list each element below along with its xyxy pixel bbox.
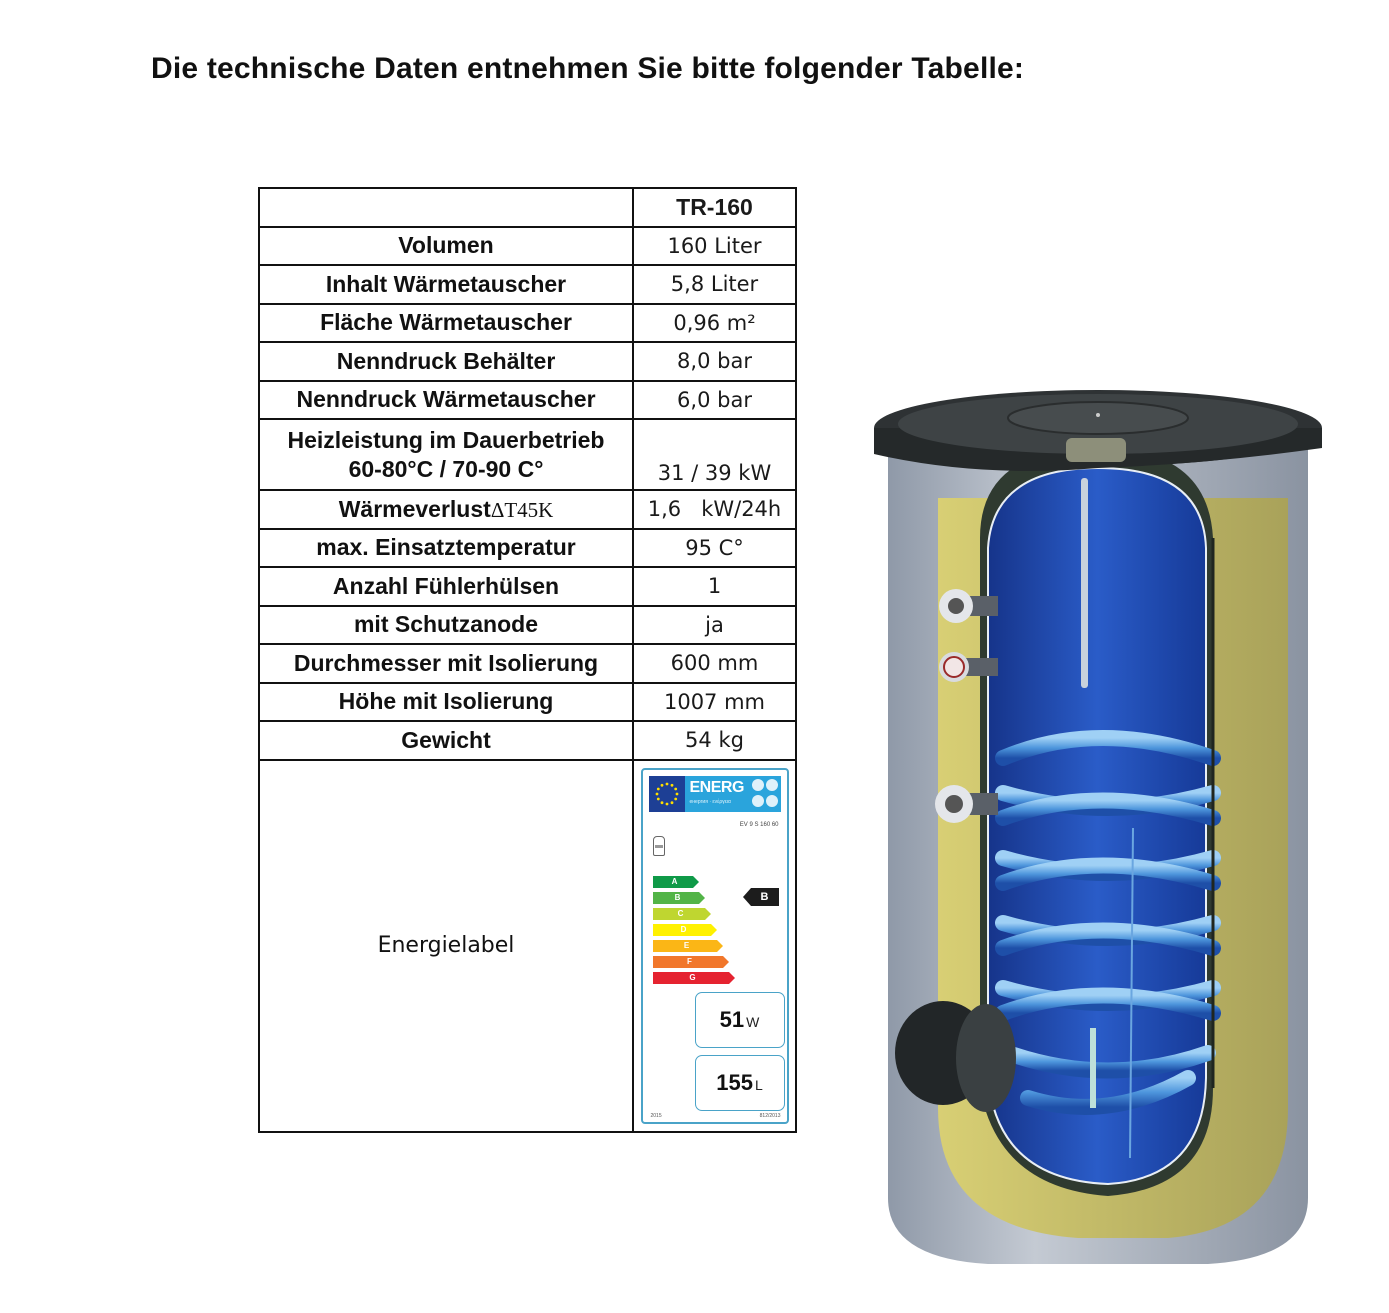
row-label: Inhalt Wärmetauscher <box>259 265 633 304</box>
energy-label-model-code: EV 9 S 160 60 <box>739 821 779 828</box>
row-value: 54 kg <box>633 721 796 760</box>
energy-label-title-block <box>685 776 781 812</box>
spec-table <box>258 187 797 1133</box>
energy-label-regulation: 812/2013 <box>759 1112 781 1119</box>
table-row <box>259 567 796 606</box>
eu-flag-icon <box>649 776 685 812</box>
efficiency-class-g: G <box>653 972 729 984</box>
heat-loss-unit: W <box>746 1013 760 1030</box>
energy-label-row <box>259 760 796 1132</box>
table-row <box>259 342 796 381</box>
row-label: Anzahl Fühlerhülsen <box>259 567 633 606</box>
energy-label-header <box>649 776 781 812</box>
table-row <box>259 490 796 529</box>
row-label: Nenndruck Behälter <box>259 342 633 381</box>
efficiency-class-d: D <box>653 924 711 936</box>
row-label-line1: Heizleistung im Dauerbetrieb <box>287 426 605 453</box>
table-row <box>259 265 796 304</box>
table-row <box>259 529 796 568</box>
row-value: 1 <box>633 567 796 606</box>
row-label: Fläche Wärmetauscher <box>259 304 633 343</box>
efficiency-class-b: B <box>653 892 699 904</box>
energy-label-year: 2015 <box>650 1112 662 1119</box>
row-value: 6,0 bar <box>633 381 796 420</box>
energy-label-subtitle: енергия · ενέργεια <box>689 798 731 805</box>
language-dots-icon <box>752 779 778 809</box>
row-value: 1007 mm <box>633 683 796 722</box>
volume-unit: L <box>754 1076 763 1093</box>
table-row <box>259 721 796 760</box>
row-label-suffix: ΔT45K <box>490 497 554 522</box>
energy-label-title: ENERG <box>689 778 744 796</box>
energy-label-caption: Energielabel <box>259 760 633 1132</box>
row-value: 600 mm <box>633 644 796 683</box>
row-label <box>259 490 633 529</box>
efficiency-class-a: A <box>653 876 693 888</box>
model-name: TR-160 <box>633 188 796 227</box>
row-label: Nenndruck Wärmetauscher <box>259 381 633 420</box>
row-label: Volumen <box>259 227 633 266</box>
table-row <box>259 304 796 343</box>
efficiency-class-e: E <box>653 940 717 952</box>
table-header-row <box>259 188 796 227</box>
efficiency-rating-arrow: B <box>751 888 779 906</box>
row-value: ja <box>633 606 796 645</box>
row-label-line2: 60-80°C / 70-90 C° <box>348 455 544 482</box>
row-value: 0,96 m² <box>633 304 796 343</box>
efficiency-class-f: F <box>653 956 723 968</box>
efficiency-class-c: C <box>653 908 705 920</box>
row-label: Höhe mit Isolierung <box>259 683 633 722</box>
row-label: mit Schutzanode <box>259 606 633 645</box>
row-value: 31 / 39 kW <box>633 419 796 490</box>
volume-box <box>695 1055 785 1111</box>
row-value: 1,6 kW/24h <box>633 490 796 529</box>
row-label-text: Wärmeverlust <box>338 495 491 522</box>
row-label: Durchmesser mit Isolierung <box>259 644 633 683</box>
header-empty-cell <box>259 188 633 227</box>
row-value: 160 Liter <box>633 227 796 266</box>
water-tank-cutaway-image <box>868 388 1328 1268</box>
energy-label <box>641 768 789 1124</box>
row-value: 5,8 Liter <box>633 265 796 304</box>
row-value: 95 C° <box>633 529 796 568</box>
efficiency-scale <box>653 876 729 988</box>
table-row <box>259 606 796 645</box>
table-row <box>259 227 796 266</box>
table-row <box>259 683 796 722</box>
volume-value: 155 <box>716 1069 753 1095</box>
table-row <box>259 419 796 490</box>
row-value: 8,0 bar <box>633 342 796 381</box>
table-row <box>259 644 796 683</box>
water-tank-icon <box>653 836 665 856</box>
page-heading: Die technische Daten entnehmen Sie bitte folgender Tabelle: <box>151 52 1025 85</box>
energy-label-cell <box>633 760 796 1132</box>
heat-loss-value: 51 <box>719 1006 745 1032</box>
row-label <box>259 419 633 490</box>
row-label: max. Einsatztemperatur <box>259 529 633 568</box>
heat-loss-box <box>695 992 785 1048</box>
table-row <box>259 381 796 420</box>
row-label: Gewicht <box>259 721 633 760</box>
